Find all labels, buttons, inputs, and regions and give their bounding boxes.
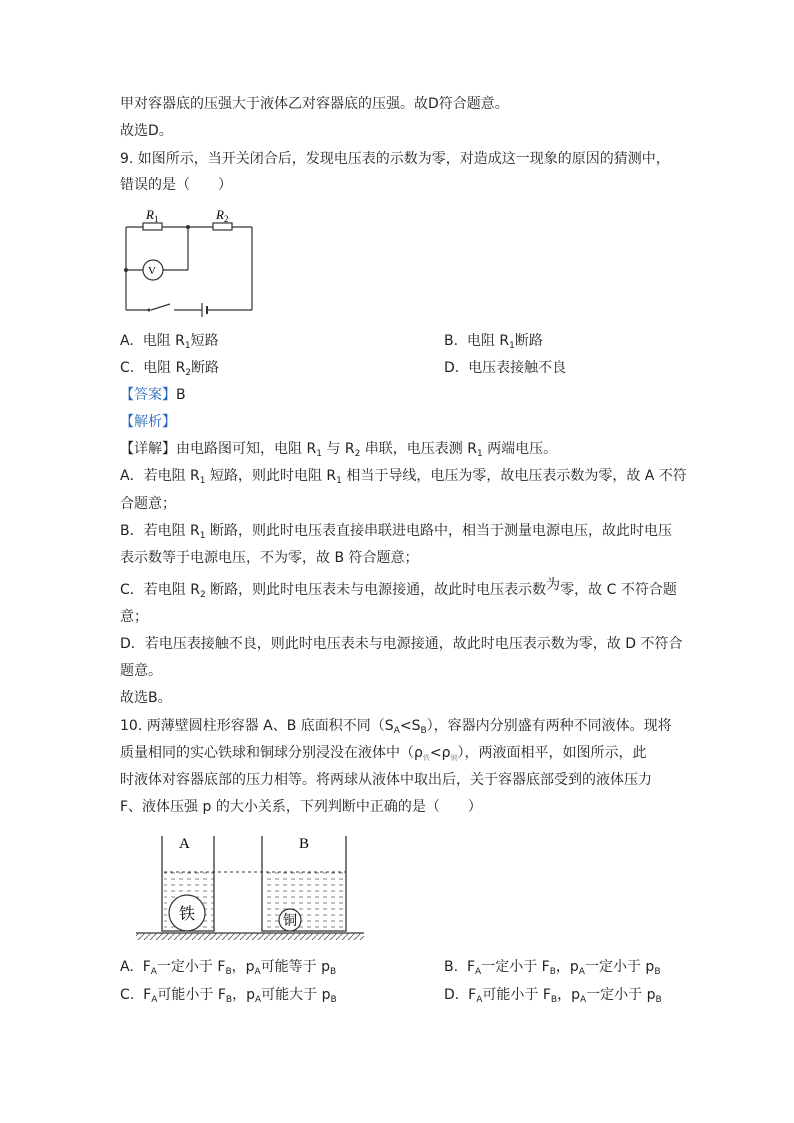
switch bbox=[151, 304, 170, 310]
option-c: C. $F_A$可能小于 $F_B$，$p_A$可能大于 $p_B$ bbox=[120, 987, 337, 1005]
r2-label: $R_2$ bbox=[216, 207, 229, 224]
option-b: B. $F_A$一定小于 $F_B$，$p_A$一定小于 $p_B$ bbox=[444, 959, 661, 977]
label-b: B bbox=[299, 836, 310, 852]
copper-label: 铜 bbox=[283, 914, 297, 929]
ground bbox=[136, 933, 364, 940]
question-9-stem: 9. 如图所示，当开关闭合后，发现电压表的示数为零，对造成这一现象的原因的猜测中， bbox=[120, 151, 670, 167]
analysis-line: 题意。 bbox=[120, 663, 162, 679]
answer-tag: 【答案】 bbox=[120, 387, 176, 403]
analysis-line: 故选B。 bbox=[120, 690, 172, 706]
text-line: 故选D。 bbox=[120, 123, 173, 139]
question-10-stem: 质量相同的实心铁球和铜球分别浸没在液体中$(\rho_铁<\rho_铜)$，两液面相平，如图所示，此 bbox=[120, 745, 647, 762]
analysis-line: B．若电阻 $R_1$ 断路，则此时电压表直接串联进电路中，相当于测量电源电压，故此时电压 bbox=[120, 523, 672, 541]
analysis-tag: 【解析】 bbox=[120, 414, 176, 430]
resistor-r1 bbox=[143, 223, 162, 230]
question-10-stem: 时液体对容器底部的压力相等。将两球从液体中取出后，关于容器底部受到的液体压力 bbox=[120, 772, 652, 788]
containers-diagram bbox=[130, 828, 370, 943]
resistor-r2 bbox=[213, 223, 232, 230]
question-9-stem: 错误的是（ ） bbox=[120, 177, 232, 193]
option-c: C. 电阻 $R_2$断路 bbox=[120, 360, 220, 378]
analysis-line: D．若电压表接触不良，则此时电压表未与电源接通，故此时电压表示数为零，故 D 不符合 bbox=[120, 636, 683, 652]
question-10-stem: F、液体压强 p 的大小关系，下列判断中正确的是（ ） bbox=[120, 799, 482, 815]
question-10-stem: 10. 两薄壁圆柱形容器 A、B 底面积不同$(S_A<S_B)$，容器内分别盛有两种不同液体。现将 bbox=[120, 718, 672, 736]
detail-line: 【详解】由电路图可知，电阻 $R_1$ 与 $R_2$ 串联，电压表测 $R_1$ 两端电压。 bbox=[120, 441, 558, 459]
text-line: 甲对容器底的压强大于液体乙对容器底的压强。故D符合题意。 bbox=[120, 96, 509, 112]
circuit-diagram bbox=[118, 200, 263, 318]
option-a: A. 电阻 $R_1$短路 bbox=[120, 333, 219, 351]
answer-line bbox=[120, 385, 186, 405]
r1-label: $R_1$ bbox=[146, 207, 159, 224]
voltmeter-label: V bbox=[148, 265, 156, 277]
option-a: A. $F_A$一定小于 $F_B$，$p_A$可能等于 $p_B$ bbox=[120, 959, 337, 977]
answer-value: B bbox=[176, 387, 186, 403]
label-a: A bbox=[179, 836, 190, 852]
iron-label: 铁 bbox=[179, 906, 196, 923]
analysis-line: A．若电阻 $R_1$ 短路，则此时电阻 $R_1$ 相当于导线，电压为零，故电压表示数为零，故 A 不符 bbox=[120, 468, 687, 486]
liquid-b bbox=[264, 872, 346, 931]
analysis-line: C．若电阻 $R_2$ 断路，则此时电压表未与电源接通，故此时电压表示数为零，故 C 不符合题 bbox=[120, 577, 677, 600]
option-d: D. $F_A$可能小于 $F_B$，$p_A$一定小于 $p_B$ bbox=[444, 987, 662, 1005]
option-d: D. 电压表接触不良 bbox=[444, 360, 567, 376]
option-b: B. 电阻 $R_1$断路 bbox=[444, 333, 543, 351]
analysis-line: 表示数等于电源电压，不为零，故 B 符合题意； bbox=[120, 550, 419, 566]
analysis-line: 合题意； bbox=[120, 496, 176, 512]
analysis-line: 意； bbox=[120, 609, 148, 625]
